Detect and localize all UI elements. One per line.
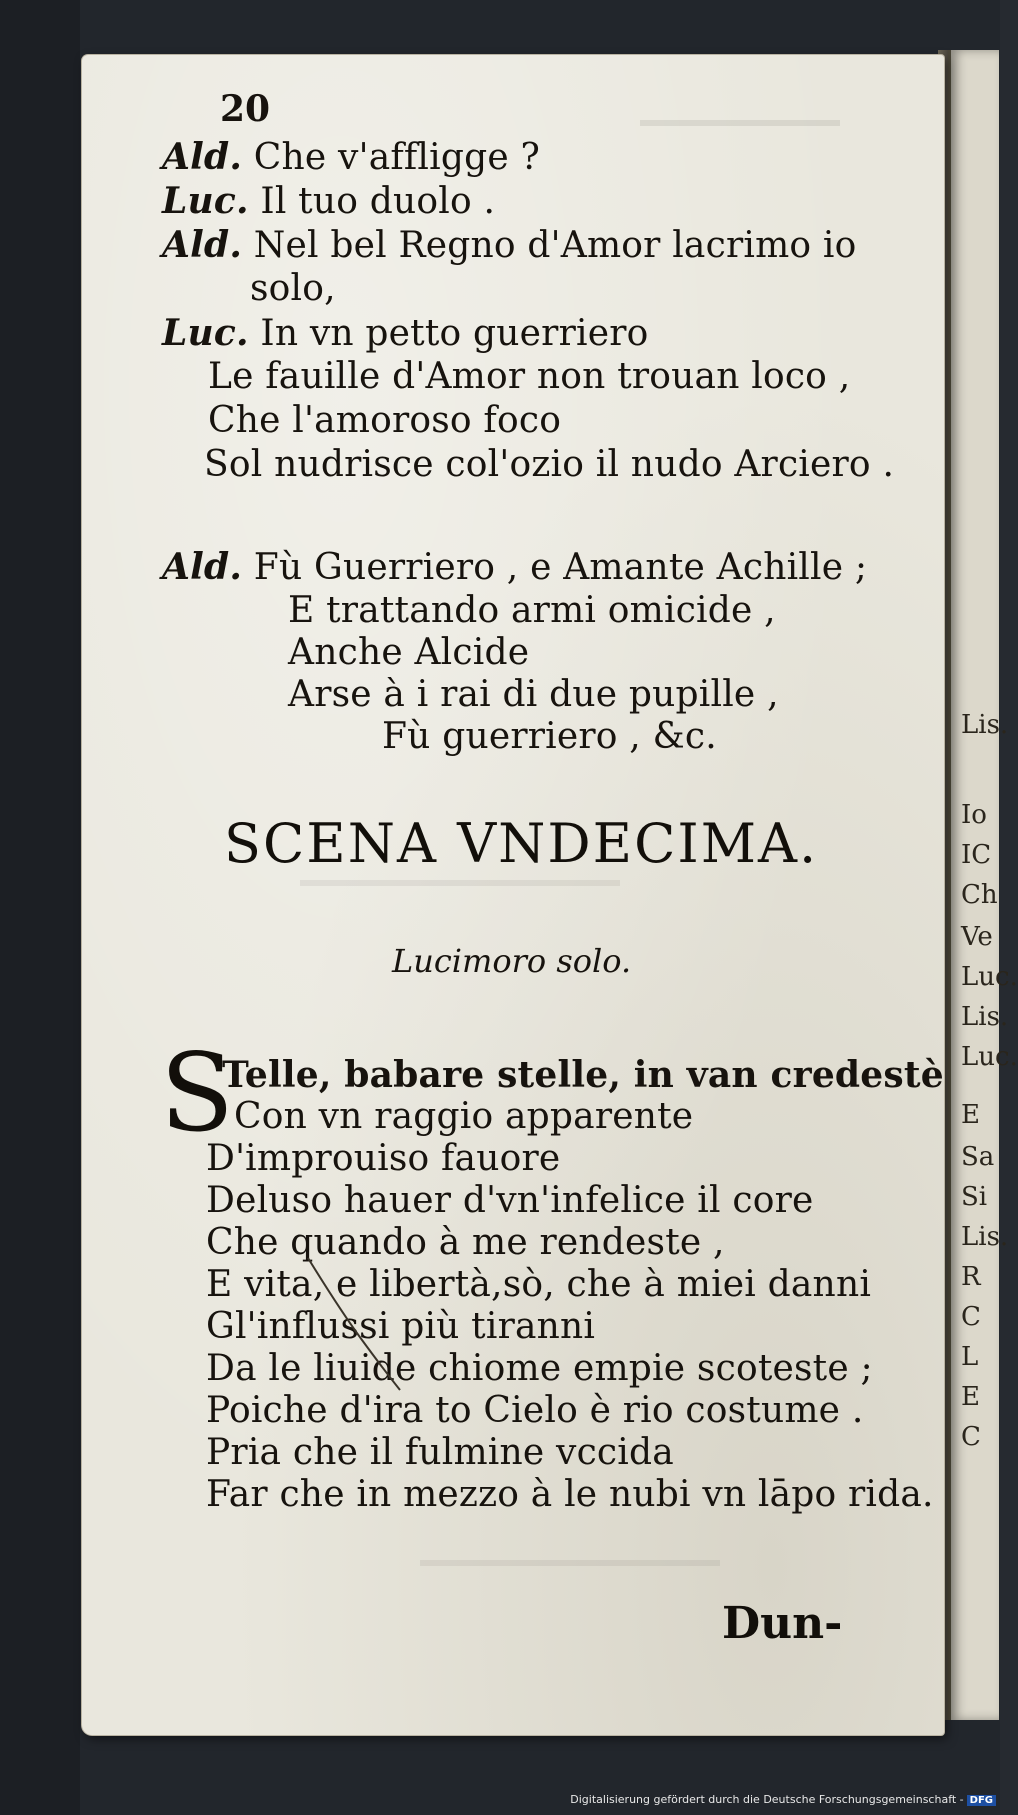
line-text: Che v'affligge ? — [253, 137, 540, 178]
line-text: Il tuo duolo . — [260, 181, 496, 222]
line-text: Che l'amoroso foco — [208, 400, 562, 441]
speaker-label: Ald. — [162, 546, 243, 588]
facing-fragment: Luc. — [961, 1042, 1018, 1072]
facing-fragment: C — [961, 1302, 981, 1332]
show-through-mark — [640, 120, 840, 126]
monologue-line: Da le liuide chiome empie scoteste ; — [206, 1348, 873, 1389]
line-text: In vn petto guerriero — [260, 313, 649, 354]
facing-fragment: Ch — [961, 880, 998, 910]
line-text: Nel bel Regno d'Amor lacrimo io — [253, 225, 857, 266]
facing-fragment: Io — [961, 800, 987, 830]
scan-left-edge — [0, 0, 80, 1815]
dialogue-line — [162, 180, 495, 222]
facing-fragment: Ve — [961, 922, 993, 952]
dialogue-line — [162, 546, 867, 588]
facing-fragment: Lis. — [961, 1222, 1009, 1252]
speaker-label: Ald. — [162, 136, 243, 178]
speaker-label: Luc. — [162, 312, 249, 354]
monologue-line: Pria che il fulmine vccida — [206, 1432, 674, 1473]
dialogue-line — [382, 716, 717, 757]
monologue-line: D'improuiso fauore — [206, 1138, 561, 1179]
facing-fragment: R — [961, 1262, 981, 1292]
dialogue-line — [162, 312, 648, 354]
facing-fragment: C — [961, 1422, 981, 1452]
dialogue-line — [162, 224, 857, 266]
dialogue-line — [208, 400, 561, 441]
line-text: Arse à i rai di due pupille , — [288, 674, 779, 715]
line-text: Fù guerriero , &c. — [382, 716, 717, 757]
page-number: 20 — [220, 88, 271, 130]
monologue-line: Telle, babare stelle, in van credestè — [222, 1054, 944, 1096]
facing-fragment: Lis. — [961, 1002, 1009, 1032]
pen-stroke — [300, 1250, 420, 1400]
show-through-mark — [300, 880, 620, 886]
facing-page — [948, 50, 1018, 1720]
speaker-label: Ald. — [162, 224, 243, 266]
drop-cap: S — [160, 1031, 234, 1156]
show-through-mark — [420, 1560, 720, 1566]
monologue-line: Poiche d'ira to Cielo è rio costume . — [206, 1390, 864, 1431]
dialogue-line — [162, 136, 540, 178]
facing-fragment: Si — [961, 1182, 988, 1212]
speaker-label: Luc. — [162, 180, 249, 222]
dialogue-line — [288, 632, 529, 673]
monologue-line: Gl'influssi più tiranni — [206, 1306, 596, 1347]
catchword: Dun- — [722, 1598, 843, 1649]
scene-title: SCENA VNDECIMA. — [224, 812, 819, 875]
facing-fragment: Luc. — [961, 962, 1018, 992]
line-text: Sol nudrisce col'ozio il nudo Arciero . — [204, 444, 895, 485]
line-text: E trattando armi omicide , — [288, 590, 776, 631]
dialogue-line — [288, 590, 776, 631]
facing-fragment: IC — [961, 840, 992, 870]
dialogue-line — [250, 268, 336, 309]
facing-fragment: Lis. — [961, 710, 1009, 740]
monologue-line: Deluso hauer d'vn'infelice il core — [206, 1180, 814, 1221]
facing-fragment: E — [961, 1100, 980, 1130]
monologue-line: Far che in mezzo à le nubi vn lāpo rida. — [206, 1474, 934, 1515]
line-text: solo, — [250, 268, 336, 309]
digitization-credit — [570, 1793, 996, 1806]
credit-text: Digitalisierung gefördert durch die Deutsche Forschungsgemeinschaft - — [570, 1793, 964, 1806]
monologue-line: Con vn raggio apparente — [234, 1096, 694, 1137]
line-text: Le fauille d'Amor non trouan loco , — [208, 356, 851, 397]
scene-subtitle: Lucimoro solo. — [392, 942, 632, 980]
monologue-line: Che quando à me rendeste , — [206, 1222, 725, 1263]
monologue-line: E vita, e libertà,sò, che à miei danni — [206, 1264, 872, 1305]
dialogue-line — [208, 356, 850, 397]
facing-fragment: Sa — [961, 1142, 995, 1172]
dialogue-line — [204, 444, 894, 485]
dfg-logo: DFG — [967, 1795, 996, 1806]
dialogue-line — [288, 674, 779, 715]
facing-fragment: L — [961, 1342, 979, 1372]
line-text: Anche Alcide — [288, 632, 530, 673]
line-text: Fù Guerriero , e Amante Achille ; — [253, 547, 868, 588]
facing-fragment: E — [961, 1382, 980, 1412]
